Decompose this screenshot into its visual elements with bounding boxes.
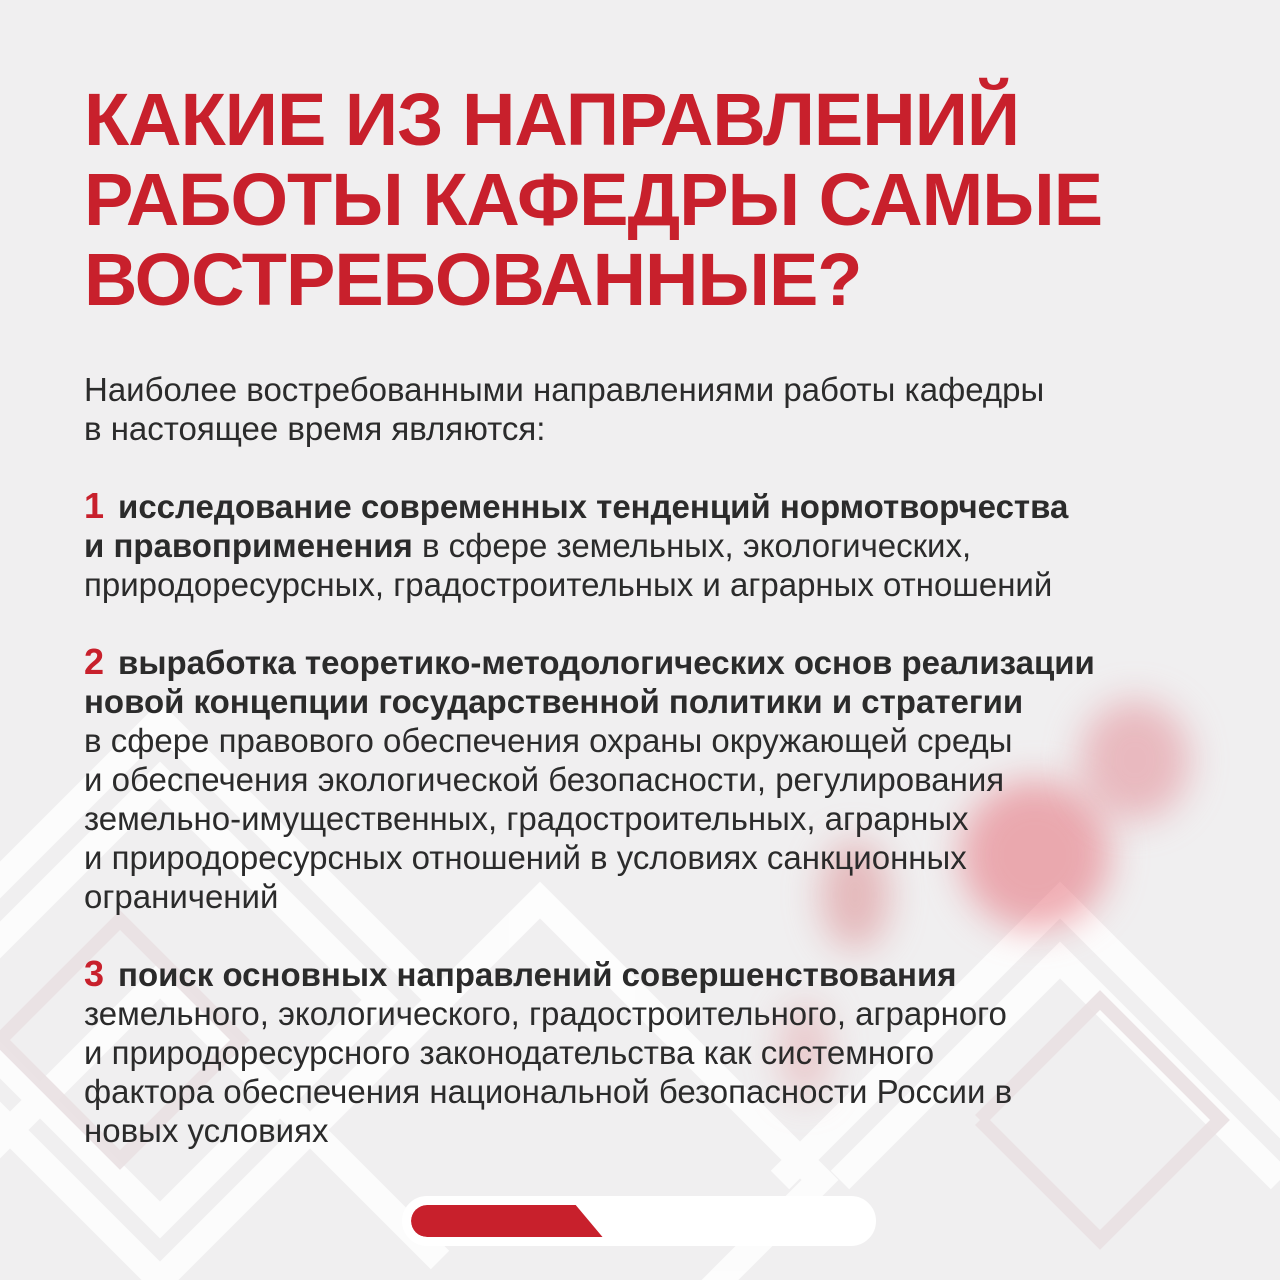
intro-text	[84, 370, 1244, 448]
title-line: КАКИЕ ИЗ НАПРАВЛЕНИЙ	[84, 78, 1020, 161]
item-line	[84, 994, 1244, 1033]
item-line	[84, 565, 1244, 604]
item-bold-text: и правоприменения	[84, 527, 413, 564]
intro-line: в настоящее время являются:	[84, 410, 546, 447]
item-line	[84, 721, 1244, 760]
item-line	[84, 838, 1244, 877]
list-item	[84, 954, 1244, 1150]
item-text: новых условиях	[84, 1112, 329, 1149]
page-title	[84, 80, 1244, 320]
list-item	[84, 642, 1244, 916]
item-bold-text: выработка теоретико-методологических основ реализации	[118, 644, 1095, 681]
item-text: и природоресурсных отношений в условиях санкционных	[84, 839, 967, 876]
item-bold-text: поиск основных направлений совершенствования	[118, 956, 957, 993]
item-text: ограничений	[84, 878, 279, 915]
progress-fill	[411, 1205, 603, 1237]
intro-line: Наиболее востребованными направлениями работы кафедры	[84, 371, 1045, 408]
item-line	[84, 526, 1244, 565]
list-item	[84, 486, 1244, 604]
item-bold-text: новой концепции государственной политики и стратегии	[84, 683, 1024, 720]
item-text: природоресурсных, градостроительных и аграрных отношений	[84, 566, 1053, 603]
item-text: и обеспечения экологической безопасности, регулирования	[84, 761, 1005, 798]
item-text: в сфере правового обеспечения охраны окружающей среды	[84, 722, 1013, 759]
item-text: земельного, экологического, градостроительного, аграрного	[84, 995, 1007, 1032]
item-line	[84, 799, 1244, 838]
item-number: 3	[84, 953, 105, 994]
item-number: 1	[84, 485, 105, 526]
progress-track	[411, 1205, 867, 1237]
item-text: фактора обеспечения национальной безопасности России в	[84, 1073, 1013, 1110]
item-bold-text: исследование современных тенденций нормотворчества	[118, 488, 1069, 525]
slide-content	[84, 80, 1244, 1150]
item-line	[84, 1033, 1244, 1072]
item-line	[84, 760, 1244, 799]
title-line: ВОСТРЕБОВАННЫЕ?	[84, 238, 862, 321]
item-line	[84, 642, 1244, 682]
item-line	[84, 1072, 1244, 1111]
item-number: 2	[84, 641, 105, 682]
item-text: земельно-имущественных, градостроительных, аграрных	[84, 800, 969, 837]
item-line	[84, 954, 1244, 994]
slide-progress-bar	[402, 1196, 876, 1246]
item-line	[84, 486, 1244, 526]
item-line	[84, 682, 1244, 721]
item-line	[84, 877, 1244, 916]
item-text: и природоресурсного законодательства как системного	[84, 1034, 935, 1071]
item-text: в сфере земельных, экологических,	[412, 527, 972, 564]
item-line	[84, 1111, 1244, 1150]
title-line: РАБОТЫ КАФЕДРЫ САМЫЕ	[84, 158, 1103, 241]
